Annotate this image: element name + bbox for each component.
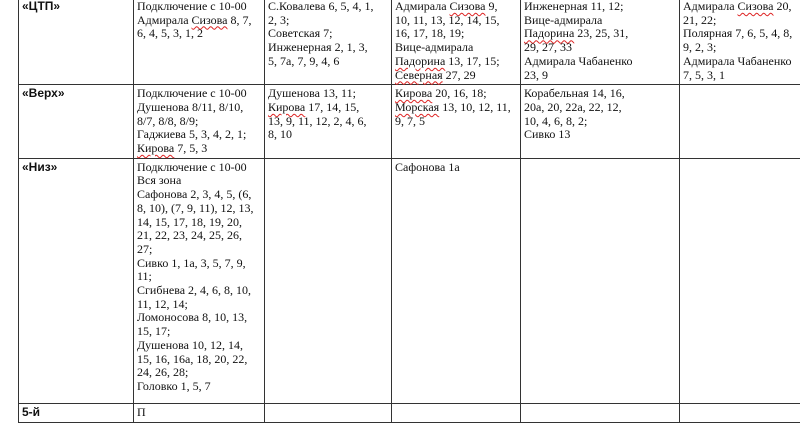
- address-cell: [265, 158, 392, 403]
- address-cell: [521, 85, 680, 159]
- address-line: Сивко 1, 1а, 3, 5, 7, 9,: [137, 257, 261, 271]
- address-cell: [265, 85, 392, 159]
- address-line: Кирова 7, 5, 3: [137, 142, 261, 156]
- zone-name-cell: «Низ»: [19, 158, 134, 403]
- spellcheck-underline: Падорина: [524, 26, 574, 40]
- document-page: [18, 0, 800, 423]
- address-line: 15, 17;: [137, 325, 261, 339]
- address-line: Кирова 20, 16, 18;: [395, 87, 517, 101]
- spellcheck-underline: Сизова: [450, 0, 486, 13]
- address-line: Адмирала Чабаненко: [683, 55, 800, 69]
- address-line: Советская 7;: [268, 27, 388, 41]
- address-line: С.Ковалева 6, 5, 4, 1,: [268, 0, 388, 14]
- address-line: 27;: [137, 243, 261, 257]
- address-line: 21, 22;: [683, 14, 800, 28]
- address-cell: [392, 0, 521, 85]
- address-line: 11;: [137, 270, 261, 284]
- address-line: Вице-адмирала: [524, 14, 676, 28]
- address-line: Инженерная 2, 1, 3,: [268, 41, 388, 55]
- zone-name-cell: «Верх»: [19, 85, 134, 159]
- zone-name-cell: 5-й: [19, 403, 134, 422]
- address-line: Морская 13, 10, 12, 11,: [395, 101, 517, 115]
- address-line: Падорина 13, 17, 15;: [395, 55, 517, 69]
- spellcheck-underline: Кирова: [395, 86, 432, 100]
- spellcheck-underline: Падорина: [395, 54, 445, 68]
- address-line: Адмирала Сизова 9,: [395, 0, 517, 14]
- address-line: 10, 4, 6, 8, 2;: [524, 115, 676, 129]
- address-cell: [521, 158, 680, 403]
- address-cell: [392, 85, 521, 159]
- address-line: 20а, 20, 22а, 22, 12,: [524, 101, 676, 115]
- address-line: 13, 9, 11, 12, 2, 4, 6,: [268, 115, 388, 129]
- spellcheck-underline: Кирова: [268, 100, 305, 114]
- address-line: Инженерная 11, 12;: [524, 0, 676, 14]
- address-line: Подключение с 10-00: [137, 0, 261, 14]
- address-cell: [134, 403, 265, 422]
- address-line: 29, 27, 33: [524, 41, 676, 55]
- address-cell: [680, 158, 800, 403]
- address-line: Сафонова 1а: [395, 161, 517, 175]
- address-cell: [134, 158, 265, 403]
- address-line: 7, 5, 3, 1: [683, 69, 800, 83]
- address-cell: [265, 403, 392, 422]
- address-line: 23, 9: [524, 69, 676, 83]
- address-line: 14, 15, 17, 18, 19, 20,: [137, 216, 261, 230]
- address-line: 2, 3;: [268, 14, 388, 28]
- table-row: [19, 0, 800, 85]
- spellcheck-underline: Морская: [395, 100, 439, 114]
- spellcheck-underline: Северная: [395, 68, 443, 82]
- address-cell: [521, 0, 680, 85]
- address-line: Сафонова 2, 3, 4, 5, (6,: [137, 188, 261, 202]
- address-line: Душенова 8/11, 8/10,: [137, 101, 261, 115]
- address-line: Адмирала Сизова 20,: [683, 0, 800, 14]
- address-line: Головко 1, 5, 7: [137, 380, 261, 394]
- address-line: Сгибнева 2, 4, 6, 8, 10,: [137, 284, 261, 298]
- address-cell: [680, 0, 800, 85]
- address-line: Кирова 17, 14, 15,: [268, 101, 388, 115]
- address-line: Падорина 23, 25, 31,: [524, 27, 676, 41]
- address-line: 5, 7а, 7, 9, 4, 6: [268, 55, 388, 69]
- address-cell: [265, 0, 392, 85]
- address-line: Душенова 13, 11;: [268, 87, 388, 101]
- address-line: 9, 2, 3;: [683, 41, 800, 55]
- schedule-table: [18, 0, 800, 423]
- address-line: 15, 16, 16а, 18, 20, 22,: [137, 353, 261, 367]
- spellcheck-underline: Сизова: [738, 0, 774, 13]
- address-line: Полярная 7, 6, 5, 4, 8,: [683, 27, 800, 41]
- address-line: Подключение с 10-00: [137, 161, 261, 175]
- address-line: 11, 12, 14;: [137, 298, 261, 312]
- address-line: 8, 10: [268, 128, 388, 142]
- address-line: Корабельная 14, 16,: [524, 87, 676, 101]
- table-row: [19, 158, 800, 403]
- address-line: 9, 7, 5: [395, 115, 517, 129]
- address-line: П: [137, 406, 261, 420]
- address-cell: [680, 85, 800, 159]
- address-line: 10, 11, 13, 12, 14, 15,: [395, 14, 517, 28]
- address-line: Адмирала Сизова 8, 7,: [137, 14, 261, 28]
- address-line: Ломоносова 8, 10, 13,: [137, 311, 261, 325]
- address-line: Сивко 13: [524, 128, 676, 142]
- address-cell: [134, 0, 265, 85]
- address-line: Вице-адмирала: [395, 41, 517, 55]
- address-cell: [680, 403, 800, 422]
- address-cell: [134, 85, 265, 159]
- zone-name-cell: «ЦТП»: [19, 0, 134, 85]
- address-line: Вся зона: [137, 174, 261, 188]
- address-line: 21, 22, 23, 24, 25, 26,: [137, 229, 261, 243]
- address-line: Северная 27, 29: [395, 69, 517, 83]
- address-line: Гаджиева 5, 3, 4, 2, 1;: [137, 128, 261, 142]
- address-line: 6, 4, 5, 3, 1, 2: [137, 27, 261, 41]
- table-row: [19, 85, 800, 159]
- address-line: 8/7, 8/8, 8/9;: [137, 115, 261, 129]
- address-line: 8, 10), (7, 9, 11), 12, 13,: [137, 202, 261, 216]
- address-line: 16, 17, 18, 19;: [395, 27, 517, 41]
- address-line: Адмирала Чабаненко: [524, 55, 676, 69]
- address-line: 24, 26, 28;: [137, 366, 261, 380]
- address-line: Подключение с 10-00: [137, 87, 261, 101]
- table-row: [19, 403, 800, 422]
- address-cell: [521, 403, 680, 422]
- spellcheck-underline: Кирова: [137, 141, 174, 155]
- address-cell: [392, 403, 521, 422]
- address-cell: [392, 158, 521, 403]
- spellcheck-underline: Сизова: [192, 13, 228, 27]
- address-line: Душенова 10, 12, 14,: [137, 339, 261, 353]
